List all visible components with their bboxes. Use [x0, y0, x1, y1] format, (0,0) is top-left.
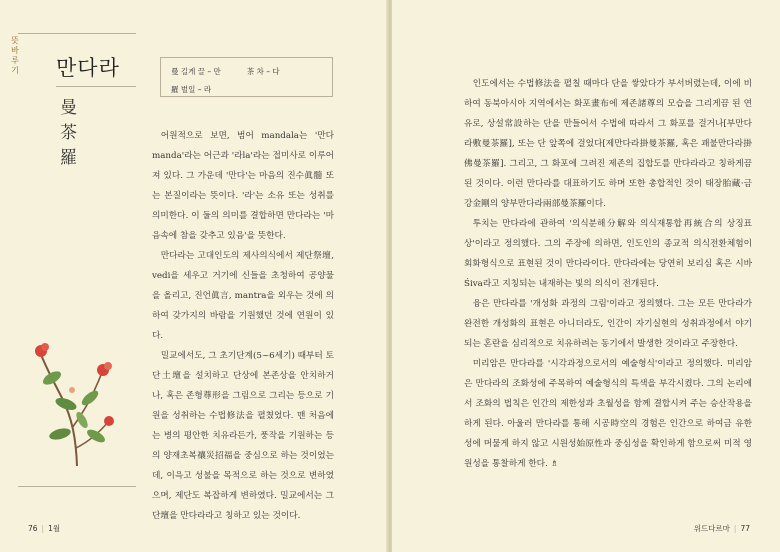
- right-page: [392, 0, 780, 552]
- page-title: 만다라: [56, 56, 120, 80]
- gloss-row: [171, 84, 322, 95]
- gloss-item: 曼 길게 끌 – 만: [171, 67, 221, 76]
- gloss-item: 茶 차 – 다: [246, 67, 280, 76]
- end-mark-icon: ♗: [550, 459, 559, 469]
- page-number: 77: [740, 524, 750, 533]
- hanja-char: 羅: [60, 148, 77, 168]
- title-rule-bottom: [56, 86, 136, 87]
- flower-illustration: [32, 338, 122, 468]
- hanja-char: 曼: [60, 98, 77, 118]
- paragraph: 융은 만다라를 '개성화 과정의 그림'이라고 정의했다. 그는 모든 만다라가 완전한 개성화의 표현은 아니더라도, 인간이 자기실현의 성취과정에서 야기되는 혼란을 심리적으로 치유하려는 동기에서 발생한 것이라고 주장한다.: [464, 299, 752, 349]
- left-folio: 76 | 1월: [28, 524, 61, 533]
- paragraph-text: 미리암은 만다라를 '시각과정으로서의 예술형식'이라고 정의했다. 미리암은 만다라의 조화성에 주목하여 예술형식의 특색을 부각시켰다. 그의 논리에서 조화의 법칙은 인간의 제한성과 초월성을 함께 결합시켜 주는 승산작용을 하게 된다. 아울러 만다라를 통해 시공時空의 경험은 인간으로 하여금 유한성에 머물게 하지 않고 시원성始原性과 중심성을 확인하게 함으로써 미적 영원성을 통찰하게 한다.: [464, 359, 752, 469]
- paragraph: 밀교에서도, 그 초기단계(5~6세기) 때부터 토단土壇을 설치하고 단상에 본존상을 안치하거나, 혹은 존형尊形을 그림으로 그리는 등으로 기원을 성취하는 수법修法을 펼쳤었다. 맨 처음에는 병의 평안한 치유라든가, 풍작을 기원하는 등의 양재초복禳災招福을 중심으로 하는 것이었는데, 이윽고 성불을 목적으로 하는 것으로 변하였으며, 제단도 복잡하게 변하였다. 밀교에서는 그 단壇을 만다라라고 칭하고 있는 것이다.: [152, 351, 334, 521]
- left-body-text: [152, 126, 334, 526]
- folio-label: 1월: [48, 524, 61, 533]
- paragraph: 만다라는 고대인도의 제사의식에서 제단祭壇, vedi을 세우고 거기에 신들을 초청하여 공양물을 올리고, 진언眞言, mantra을 외우는 것에 의하여 갖가지의 바람을 기원했던 것에 연원이 있다.: [152, 251, 334, 341]
- paragraph: 인도에서는 수법修法을 펼칠 때마다 단을 쌓았다가 부서버렸는데, 이에 비하여 동북아시아 지역에서는 화포畫布에 제존諸尊의 모습을 그리게끔 된 연유로, 상설常設하는 단을 만들어서 수법에 따라서 그 화포를 걸거나[부만다라敷曼茶羅], 또는 단 앞쪽에 걸었다[제만다라掛曼茶羅, 혹은 괘불만다라掛佛曼茶羅]. 그리고, 그 화포에 그려진 제존의 집합도를 만다라라고 칭하게끔 된 것이다. 이런 만다라를 대표하기도 하며 또한 총합적인 것이 태장胎藏·금강金剛의 양부만다라兩部曼茶羅이다.: [464, 79, 752, 209]
- gloss-item: 羅 벌일 – 라: [171, 85, 212, 94]
- paragraph: 어원적으로 보면, 범어 mandala는 '만다manda'라는 어근과 '라la'라는 접미사로 이루어져 있다. 그 가운데 '만다'는 마음의 진수眞髓 또는 본질이라는 뜻이다. '라'는 소유 또는 성취를 의미한다. 이 둘의 의미를 결합하면 만다라는 '마음속에 참을 갖추고 있음'을 뜻한다.: [152, 131, 334, 241]
- hanja-gloss-box: [160, 57, 333, 97]
- gloss-row: [171, 66, 322, 77]
- hanja-char: 茶: [60, 123, 77, 143]
- paragraph: 투치는 만다라에 관하여 '의식분해分解와 의식재통합再統合의 상징표상'이라고 정의했다. 그의 주장에 의하면, 인도인의 종교적 의식전환체험이 회화형식으로 표현된 것이 만다라이다. 만다라에는 당연히 보리심 혹은 시바Śiva라고 지칭되는 내재하는 빛의 의식이 전개된다.: [464, 219, 752, 289]
- section-side-label: 뜻 바루기: [11, 36, 19, 75]
- right-folio: 위드다르마 | 77: [693, 524, 750, 533]
- title-rule-top: [18, 33, 136, 34]
- page-number: 76: [28, 524, 38, 533]
- left-page: [0, 0, 388, 552]
- paragraph: [464, 354, 752, 474]
- folio-label: 위드다르마: [693, 524, 730, 533]
- hanja-vertical: [60, 96, 77, 171]
- bottom-rule: [18, 486, 136, 487]
- right-body-text: [464, 74, 752, 474]
